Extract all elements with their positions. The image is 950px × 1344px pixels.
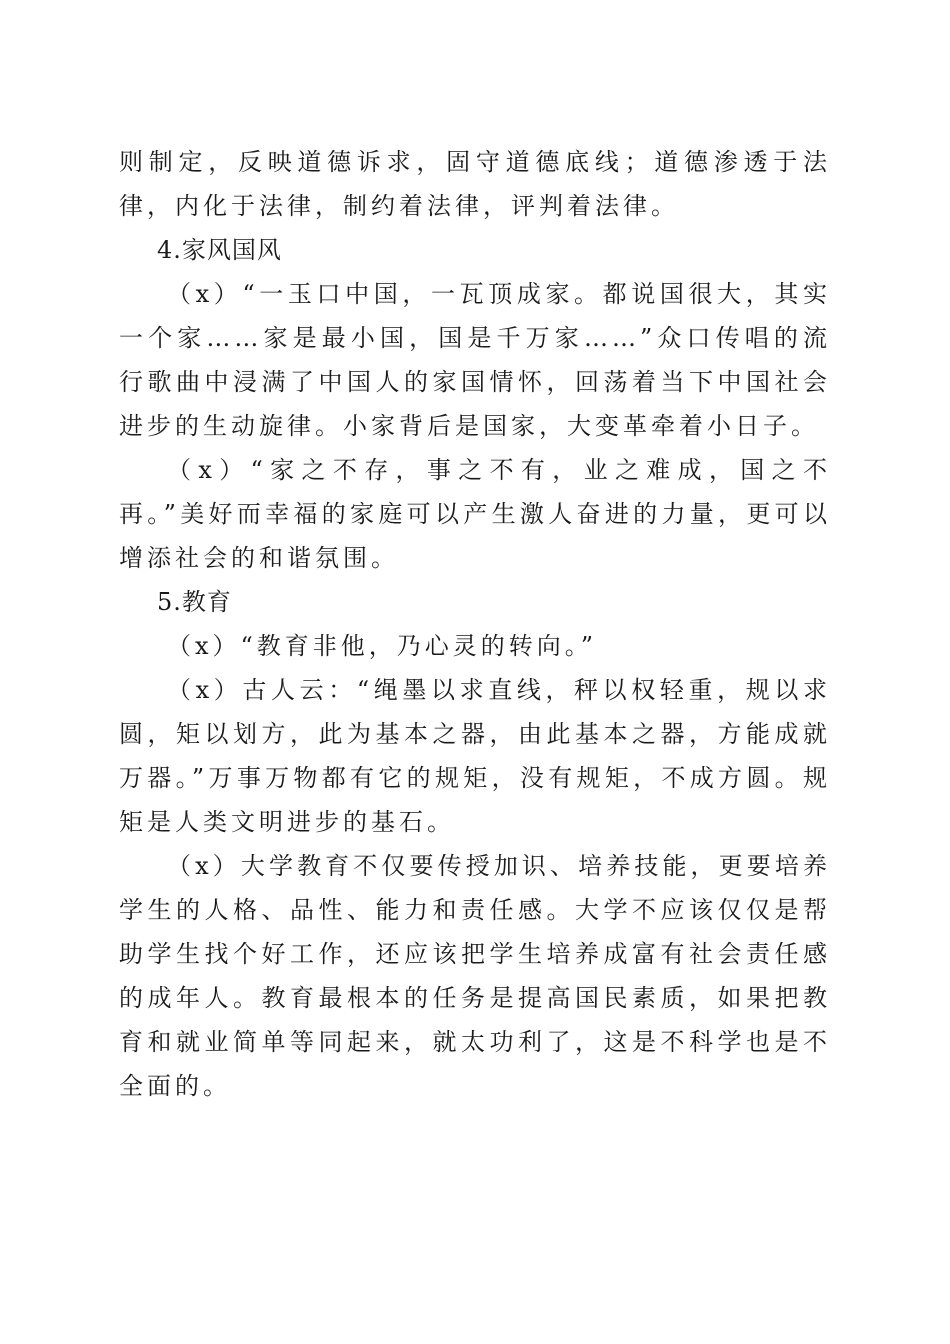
paragraph-law-morality: 则制定，反映道德诉求，固守道德底线；道德渗透于法律，内化于法律，制约着法律，评判着法律。 — [119, 148, 831, 220]
section-heading-family-country: 4.家风国风 — [157, 236, 282, 264]
paragraph-family-happiness: （x）“家之不存，事之不有，业之难成，国之不再。”美好而幸福的家庭可以产生激人奋进的力量，更可以增添社会的和谐氛围。 — [119, 456, 831, 572]
paragraph-family-song: （x）“一玉口中国，一瓦顶成家。都说国很大，其实一个家……家是最小国，国是千万家……”众口传唱的流行歌曲中浸满了中国人的家国情怀，回荡着当下中国社会进步的生动旋律。小家背后是国家，大变革牵着小日子。 — [119, 280, 831, 440]
section-heading-education: 5.教育 — [157, 588, 232, 616]
paragraph-university-education: （x）大学教育不仅要传授加识、培养技能，更要培养学生的人格、品性、能力和责任感。大学不应该仅仅是帮助学生找个好工作，还应该把学生培养成富有社会责任感的成年人。教育最根本的任务是提高国民素质，如果把教育和就业简单等同起来，就太功利了，这是不科学也是不全面的。 — [119, 852, 831, 1100]
paragraph-education-quote: （x）“教育非他，乃心灵的转向。” — [167, 632, 598, 660]
document-body — [119, 140, 831, 1108]
paragraph-rules-quote: （x）古人云：“绳墨以求直线，秤以权轻重，规以求圆，矩以划方，此为基本之器，由此基本之器，方能成就万器。”万事万物都有它的规矩，没有规矩，不成方圆。规矩是人类文明进步的基石。 — [119, 676, 831, 836]
